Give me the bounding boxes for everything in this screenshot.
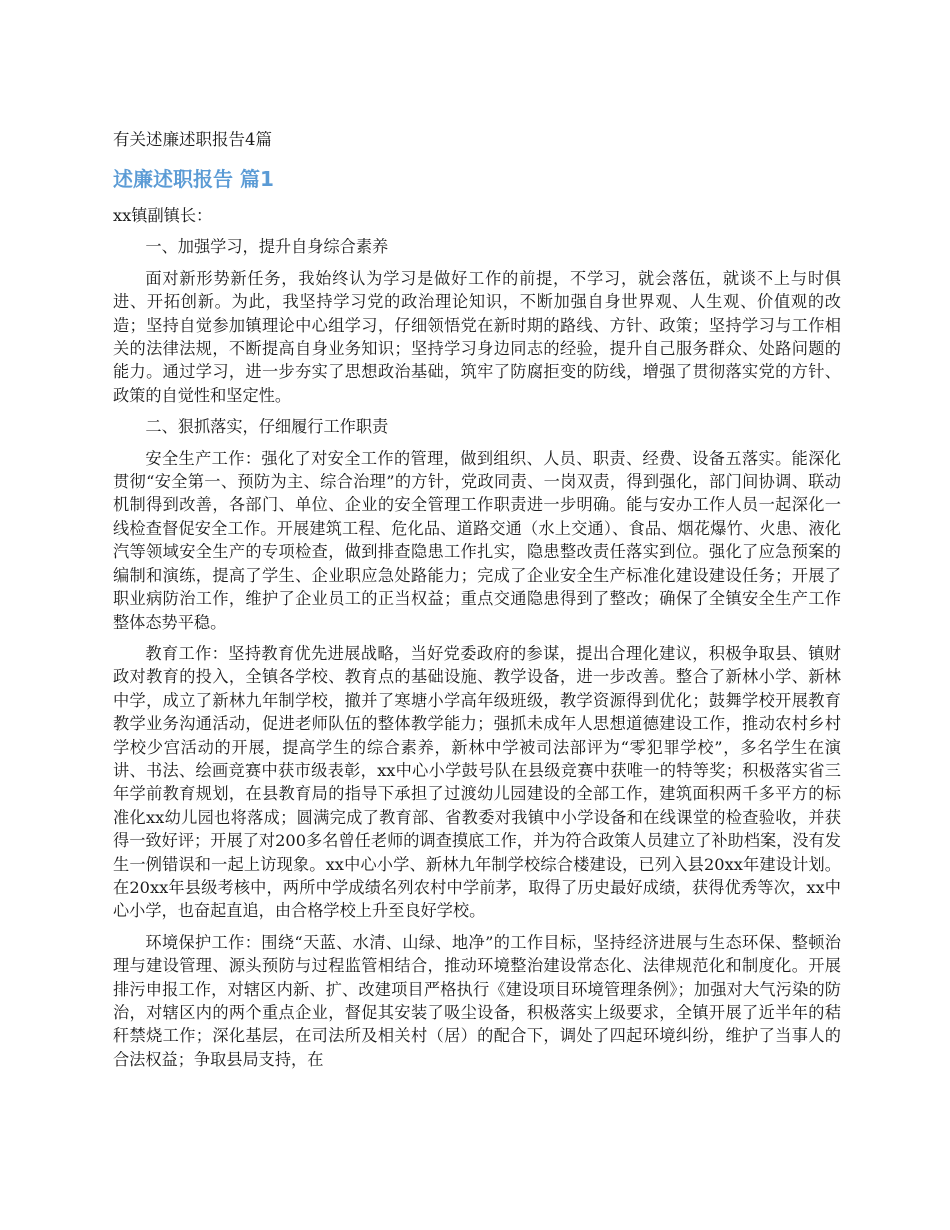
subheading-study: 一、加强学习，提升自身综合素养 — [145, 237, 389, 257]
document-body — [113, 204, 841, 1079]
paragraph-education: 教育工作：坚持教育优先进展战略，当好党委政府的参谋，提出合理化建议，积极争取县、镇财政对教育的投入，全镇各学校、教育点的基础设施、教学设备，进一步改善。整合了新林小学、新林中学，成立了新林九年制学校，撤并了寒塘小学高年级班级，教学资源得到优化；鼓舞学校开展教育教学业务沟通活动，促进老师队伍的整体教学能力；强抓未成年人思想道德建设工作，推动农村乡村学校少宫活动的开展，提高学生的综合素养，新林中学被司法部评为“零犯罪学校”，多名学生在演讲、书法、绘画竞赛中获市级表彰，xx中心小学鼓号队在县级竞赛中获唯一的特等奖；积极落实省三年学前教育规划，在县教育局的指导下承担了过渡幼儿园建设的全部工作，建筑面积两千多平方的标准化xx幼儿园也将落成；圆满完成了教育部、省教委对我镇中小学设备和在线课堂的检查验收，并获得一致好评；开展了对200多名曾任老师的调查摸底工作，并为符合政策人员建立了补助档案，没有发生一例错误和一起上访现象。xx中心小学、新林九年制学校综合楼建设，已列入县20xx年建设计划。在20xx年县级考核中，两所中学成绩名列农村中学前茅，取得了历史最好成绩，获得优秀等次，xx中心小学，也奋起直追，由合格学校上升至良好学校。 — [113, 643, 841, 921]
section-heading: 述廉述职报告 篇1 — [113, 167, 274, 191]
document-title: 有关述廉述职报告4篇 — [113, 130, 272, 149]
paragraph-study: 面对新形势新任务，我始终认为学习是做好工作的前提，不学习，就会落伍，就谈不上与时俱进、开拓创新。为此，我坚持学习党的政治理论知识，不断加强自身世界观、人生观、价值观的改造；坚持自觉参加镇理论中心组学习，仔细领悟党在新时期的路线、方针、政策；坚持学习与工作相关的法律法规，不断提高自身业务知识；坚持学习身边同志的经验，提升自己服务群众、处路问题的能力。通过学习，进一步夯实了思想政治基础，筑牢了防腐拒变的防线，增强了贯彻落实党的方针、政策的自觉性和坚定性。 — [113, 268, 841, 405]
salutation: xx镇副镇长： — [113, 206, 213, 225]
subheading-duties: 二、狠抓落实，仔细履行工作职责 — [145, 417, 389, 437]
paragraph-safety: 安全生产工作：强化了对安全工作的管理，做到组织、人员、职责、经费、设备五落实。能深化贯彻“安全第一、预防为主、综合治理”的方针，党政同责、一岗双责，得到强化，部门间协调、联动机制得到改善，各部门、单位、企业的安全管理工作职责进一步明确。能与安办工作人员一起深化一线检查督促安全工作。开展建筑工程、危化品、道路交通（水上交通）、食品、烟花爆竹、火患、液化汽等领域安全生产的专项检查，做到排查隐患工作扎实，隐患整改责任落实到位。强化了应急预案的编制和演练，提高了学生、企业职应急处路能力；完成了企业安全生产标准化建设建设任务；开展了职业病防治工作，维护了企业员工的正当权益；重点交通隐患得到了整改；确保了全镇安全生产工作整体态势平稳。 — [113, 448, 841, 632]
paragraph-environment: 环境保护工作：围绕“天蓝、水清、山绿、地净”的工作目标，坚持经济进展与生态环保、整顿治理与建设管理、源头预防与过程监管相结合，推动环境整治建设常态化、法律规范化和制度化。开展排污申报工作，对辖区内新、扩、改建项目严格执行《建设项目环境管理条例》；加强对大气污染的防治，对辖区内的两个重点企业，督促其安装了吸尘设备，积极落实上级要求，全镇开展了近半年的秸秆禁烧工作；深化基层，在司法所及相关村（居）的配合下，调处了四起环境纠纷，维护了当事人的合法权益；争取县局支持，在 — [113, 932, 841, 1069]
